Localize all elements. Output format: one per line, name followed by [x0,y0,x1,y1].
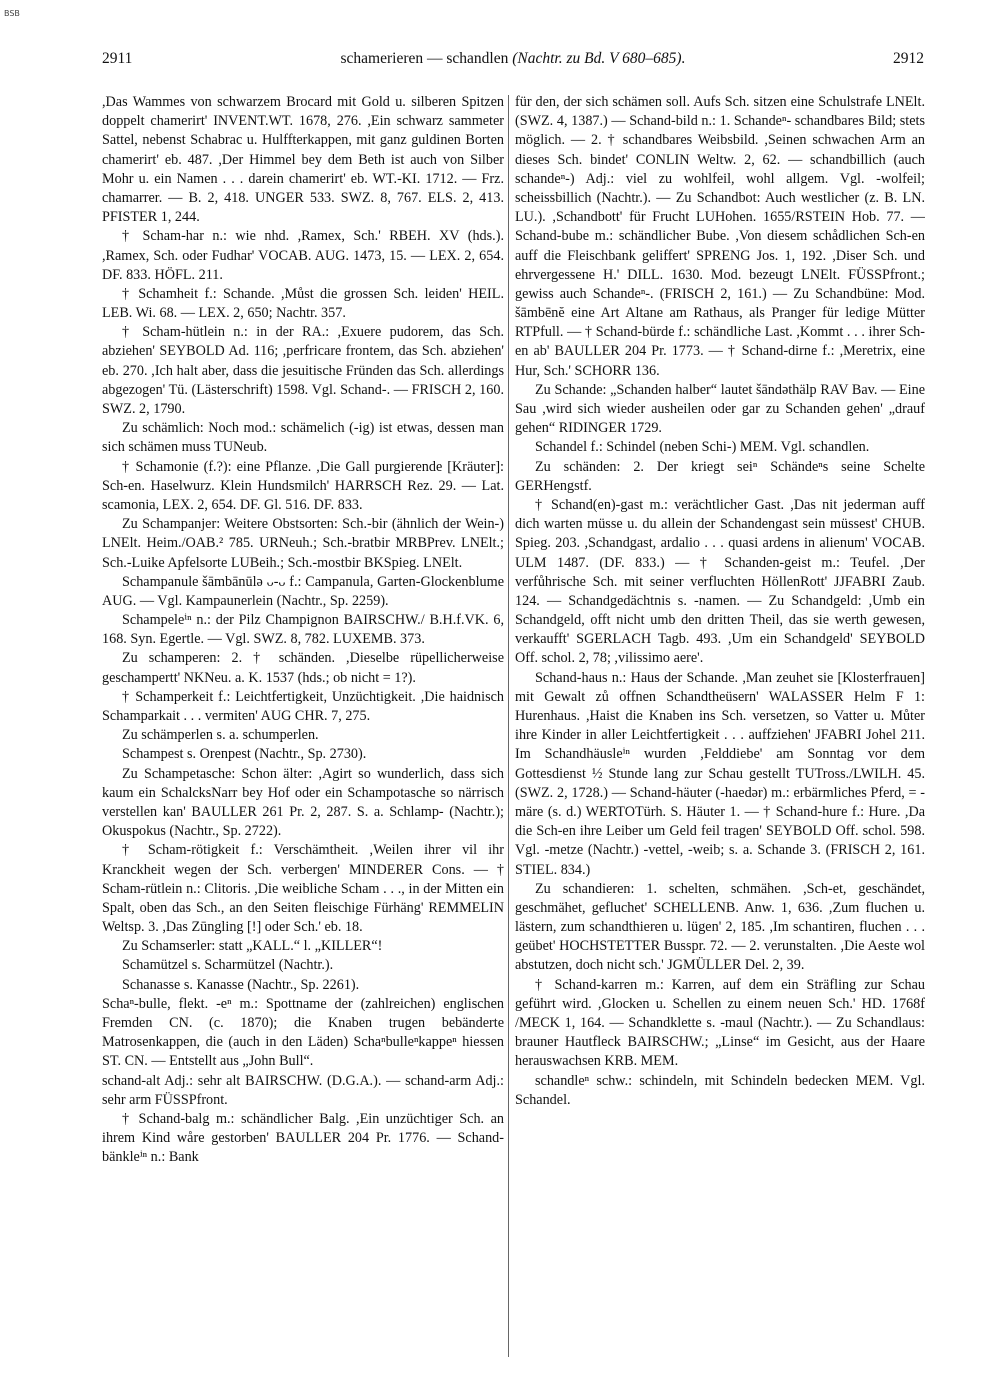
page-number-right: 2912 [893,50,924,67]
running-title-headwords: schamerieren — schandlen [340,50,509,67]
running-title-note: (Nachtr. zu Bd. V 680–685). [512,50,686,67]
dictionary-entry: Schampeleⁱⁿ n.: der Pilz Champignon BAIRSCHW./ B.H.f.VK. 6, 168. Syn. Egertle. — Vgl. SWZ. 8, 782. LUXEMB. 373. [102,612,504,648]
running-title [102,50,924,68]
dictionary-entry: Zu schamperen: 2. † schänden. ,Dieselbe rüpellicherweise geschampertt' NKNeu. a. K. 1537 (hds.; ob nicht = 1?). [102,650,504,686]
dictionary-entry: Schaⁿ-bulle, flekt. -eⁿ m.: Spottname der (zahlreichen) englischen Fremden CN. (c. 1870); die Knaben trugen bebänderte Matrosenkappen, die (auch in den Läden) Schaⁿbulleⁿkappeⁿ hiessen ST. CN. — Entstellt aus „John Bull“. [102,995,504,1070]
dictionary-entry: † Scham-hütlein n.: in der RA.: ,Exuere pudorem, das Sch. abziehen' SEYBOLD Ad. 116; ,perfricare frontem, das Sch. abziehen' eb. 270. ,Ich halt aber, dass die jesuitische Fründen das Sch. allerdings abgezogen' Tü. (Lästerschrift) 1598. Vgl. Schand-. — FRISCH 2, 160. SWZ. 2, 1790. [102,324,504,417]
dictionary-entry: ,Das Wammes von schwarzem Brocard mit Gold u. silberen Spitzen doppelt chamerirt' INVENT.WT. 1678, 276. ,Ein schwarz sammeter Sattel, nebenst Schabrac u. Hulffterkappen, mit ganz guldinen Borten chamerirt' eb. 487. ,Der Himmel bey dem Beth ist auch von Silber Mohr u. ein Namen . . . darein chamerirt' eb. WT.-KI. 1712. — Frz. chamarrer. — B. 2, 418. UNGER 533. SWZ. 8, 767. ELS. 2, 413. PFISTER 1, 244. [102,94,504,226]
dictionary-entry: † Schand-balg m.: schändlicher Balg. ,Ein unzüchtiger Sch. an ihrem Kind wåre gestorben' BAULLER 204 Pr. 1776. — Schand-bänkleⁱⁿ n.: Bank [102,1110,504,1166]
dictionary-entry: † Scham-har n.: wie nhd. ,Ramex, Sch.' RBEH. XV (hds.). ,Ramex, Sch. oder Fudhar' VOCAB. AUG. 1473, 15. — LEX. 2, 654. DF. 833. HÖFL. 211. [102,228,504,283]
dictionary-entry: Schandel f.: Schindel (neben Schi-) MEM. Vgl. schandlen. [535,439,870,456]
dictionary-entry: † Schand-karren m.: Karren, auf dem ein Sträfling zur Schau geführt wird. ,Glocken u. Schellen zu einem neuen Sch.' HD. 1768f /MECK 1, 164. — Schandklette s. -maul (Nachtr.). — Zu Schandlaus: brauner Hautfleck BAIRSCHW.; „Linse“ im Gesicht, aus der Haare herauswachsen KRB. MEM. [515,976,925,1070]
dictionary-entry: Zu schänden: 2. Der kriegt seiⁿ Schändeⁿs seine Schelte GERHengstf. [515,458,925,494]
column-divider [508,95,509,1357]
dictionary-entry: Schand-haus n.: Haus der Schande. ,Man zeuhet sie [Klosterfrauen] mit Gewalt zů offnen Schandtheüsern' WALASSER Helm F 1: Hurenhaus. ,Haist die Knaben ins Sch. versetzen, so Vatter u. Můter ihre Kinder in aller Leichtfertigkeit . . . auffziehen' JFABRI Johel 211. Im Schandhäusleⁱⁿ wurden ,Felddiebe' am Sonntag vor dem Gottesdienst ½ Stunde lang zur Schau gestellt TUTross./LWILH. 45. (SWZ. 2, 1728.) — Schand-häuter (-haedər) m.: erbärmliches Pferd, = -märe (s. d.) WERTOTürh. S. Häuter 1. — † Schand-hure f.: Hure. ,Da die Sch-en ihre Leiber um Geld feil tragen' SEYBOLD Off. schol. 598. Vgl. -metze (Nachtr.) -vettel, -weib; s. a. Schande 3. (FRISCH 2, 161. STIEL. 834.) [515,669,925,878]
library-stamp: BSB [4,9,20,18]
dictionary-entry: Schampanule šāmbānūlə ᴗ-ᴗ f.: Campanula, Garten-Glockenblume AUG. — Vgl. Kampaunerlein (Nachtr., Sp. 2259). [102,573,504,609]
dictionary-entry: † Schamheit f.: Schande. ,Můst die grossen Sch. leiden' HEIL. LEB. Wi. 68. — LEX. 2, 650; Nachtr. 357. [102,285,504,322]
dictionary-entry: Zu schandieren: 1. schelten, schmähen. ,Sch-et, geschändet, geschmähet, gefluchet' SCHELLENB. Anw. 1, 636. ,Zum fluchen u. lästern, zum schandthieren u. lügen' 2, 185. ,Im schantiren, fluchen . . . geübet' HOCHSTETTER Busspr. 72. — 2. verunstalten. ,Die Aeste wol abstutzen, doch nicht sch.' JGMÜLLER Del. 2, 39. [515,880,925,974]
left-column [102,93,504,1363]
dictionary-entry: Zu Schampanjer: Weitere Obstsorten: Sch.-bir (ähnlich der Wein-) LNElt. Heim./OAB.² 785. URNeuh.; Sch.-bratbir MRBPrev. LNElt.; Sch.-Luike Apfelsorte LUBeih.; Sch.-mostbir BKSpieg. LNElt. [102,516,504,571]
dictionary-entry: Zu Schampetasche: Schon älter: ,Agirt so wunderlich, dass sich kaum ein SchalcksNarr bey Hof oder ein Schampotasche so närrisch verstellen kan' BAULLER 261 Pr. 2, 287. S. a. Schlamp- (Nachtr.); Okuspokus (Nachtr., Sp. 2722). [102,765,504,840]
dictionary-entry: † Scham-rötigkeit f.: Verschämtheit. ,Weilen ihrer vil ihr Kranckheit wegen der Sch. verbergen' MINDERER Cons. — † Scham-rütlein n.: Clitoris. ,Die weibliche Scham . . ., in der Mitten ein Spalt, oben das Sch., an den Seiten fleischige Fürhäng' REMMELIN Weltsp. 3. ,Das Zūngling [!] oder Sch.' eb. 18. [102,842,504,936]
dictionary-entry: schandleⁿ schw.: schindeln, mit Schindeln bedecken MEM. Vgl. Schandel. [515,1072,925,1108]
page-number-left: 2911 [102,50,133,67]
dictionary-entry: † Schand(en)-gast m.: verächtlicher Gast. ,Das nit jederman auff dich warten müsse u. du allein der Schandengast sein müssest' CHUB. Spieg. 203. ,Schandgast, ardalio . . . quasi ardens in alienum' VOCAB. ULM 1487. (DF. 833.) — † Schanden-geist m.: Teufel. ,Der verfůhrische Sch. mit seiner verfluchten HöllenRott' JJFABRI Zaub. 124. — Schandgedächtnis s. -namen. — Zu Schandgeld: ,Umb ein Schandgeld, offt nicht umb den dritten Theil, das sie werth gewesen, verkaufft' SGERLACH Tagb. 493. ,Um ein Schandgeld' SEYBOLD Off. schol. 2, 78; ,vilissimo aere'. [515,496,925,667]
dictionary-entry: schand-alt Adj.: sehr alt BAIRSCHW. (D.G.A.). — schand-arm Adj.: sehr arm FÜSSPfront. [102,1072,504,1108]
dictionary-entry: Schanasse s. Kanasse (Nachtr., Sp. 2261). [122,976,360,993]
dictionary-entry: Schamützel s. Scharmützel (Nachtr.). [122,957,334,974]
page-header [102,50,924,72]
dictionary-entry: † Schamperkeit f.: Leichtfertigkeit, Unzüchtigkeit. ,Die haidnisch Schamparkait . . . vermiten' AUG CHR. 7, 275. [102,688,504,724]
dictionary-entry: für den, der sich schämen soll. Aufs Sch. sitzen eine Schulstrafe LNElt. (SWZ. 4, 1387.) — Schand-bild n.: 1. Schandeⁿ- schandbares Bild; stets möglich. — 2. † schandbares Weibsbild. ,Seinen schwachen Arm an dieses Sch. bindet' CONLIN Weltw. 2, 62. — schandbillich (auch schandeⁿ-) Adj.: viel zu wohlfeil, wohl allgem. Vgl. -wolfeil; scheissbillich (Nachtr.). — Zu Schandbot: Auch westlicher (z. B. LN. LU.). ,Schandbott' für Frucht LUHohen. 1655/RSTEIN Hob. 77. — Schand-bube m.: schändlicher Bube. ,Von diesem schådlichen Sch-en auff die Fleischbank geliffert' SPRENG Jos. 1, 192. ,Diser Sch. und ehrvergessene H.' DILL. 1630. Mod. bezeugt LNElt. FÜSSPfront.; gewiss auch Schandeⁿ-. (FRISCH 2, 161.) — Zu Schandbüne: Mod. šāmbēnĕ eine Art Altane am Rathaus, als Pranger für ledige Mütter RTPfull. — † Schand-bürde f.: schändliche Last. ,Kommt . . . ihrer Sch-en ab' BAULLER 204 Pr. 1773. — † Schand-dirne f.: ,Meretrix, eine Hur, Sch.' SCHORR 136. [515,94,925,379]
dictionary-entry: Zu schämlich: Noch mod.: schämelich (-ig) ist etwas, dessen man sich schämen muss TUNeub. [102,420,504,456]
dictionary-entry: Zu Schande: „Schanden halber“ lautet šāndəthälp RAV Bav. — Eine Sau ,wird sich wieder ausheilen oder gar zu Schanden gehen' „drauf gehen“ RIDINGER 1729. [515,381,925,437]
dictionary-entry: Zu schämperlen s. a. schumperlen. [122,727,319,744]
dictionary-entry: Schampest s. Orenpest (Nachtr., Sp. 2730). [122,746,367,763]
dictionary-entry: Zu Schamserler: statt „KALL.“ l. „KILLER“! [122,938,383,955]
dictionary-entry: † Schamonie (f.?): eine Pflanze. ,Die Gall purgierende [Kräuter]: Sch-en. Haselwurz. Klein Hundsmilch' HARRSCH Rez. 29. — Lat. scamonia, LEX. 2, 654. DF. Gl. 516. DF. 833. [102,458,504,513]
right-column [515,93,925,1363]
